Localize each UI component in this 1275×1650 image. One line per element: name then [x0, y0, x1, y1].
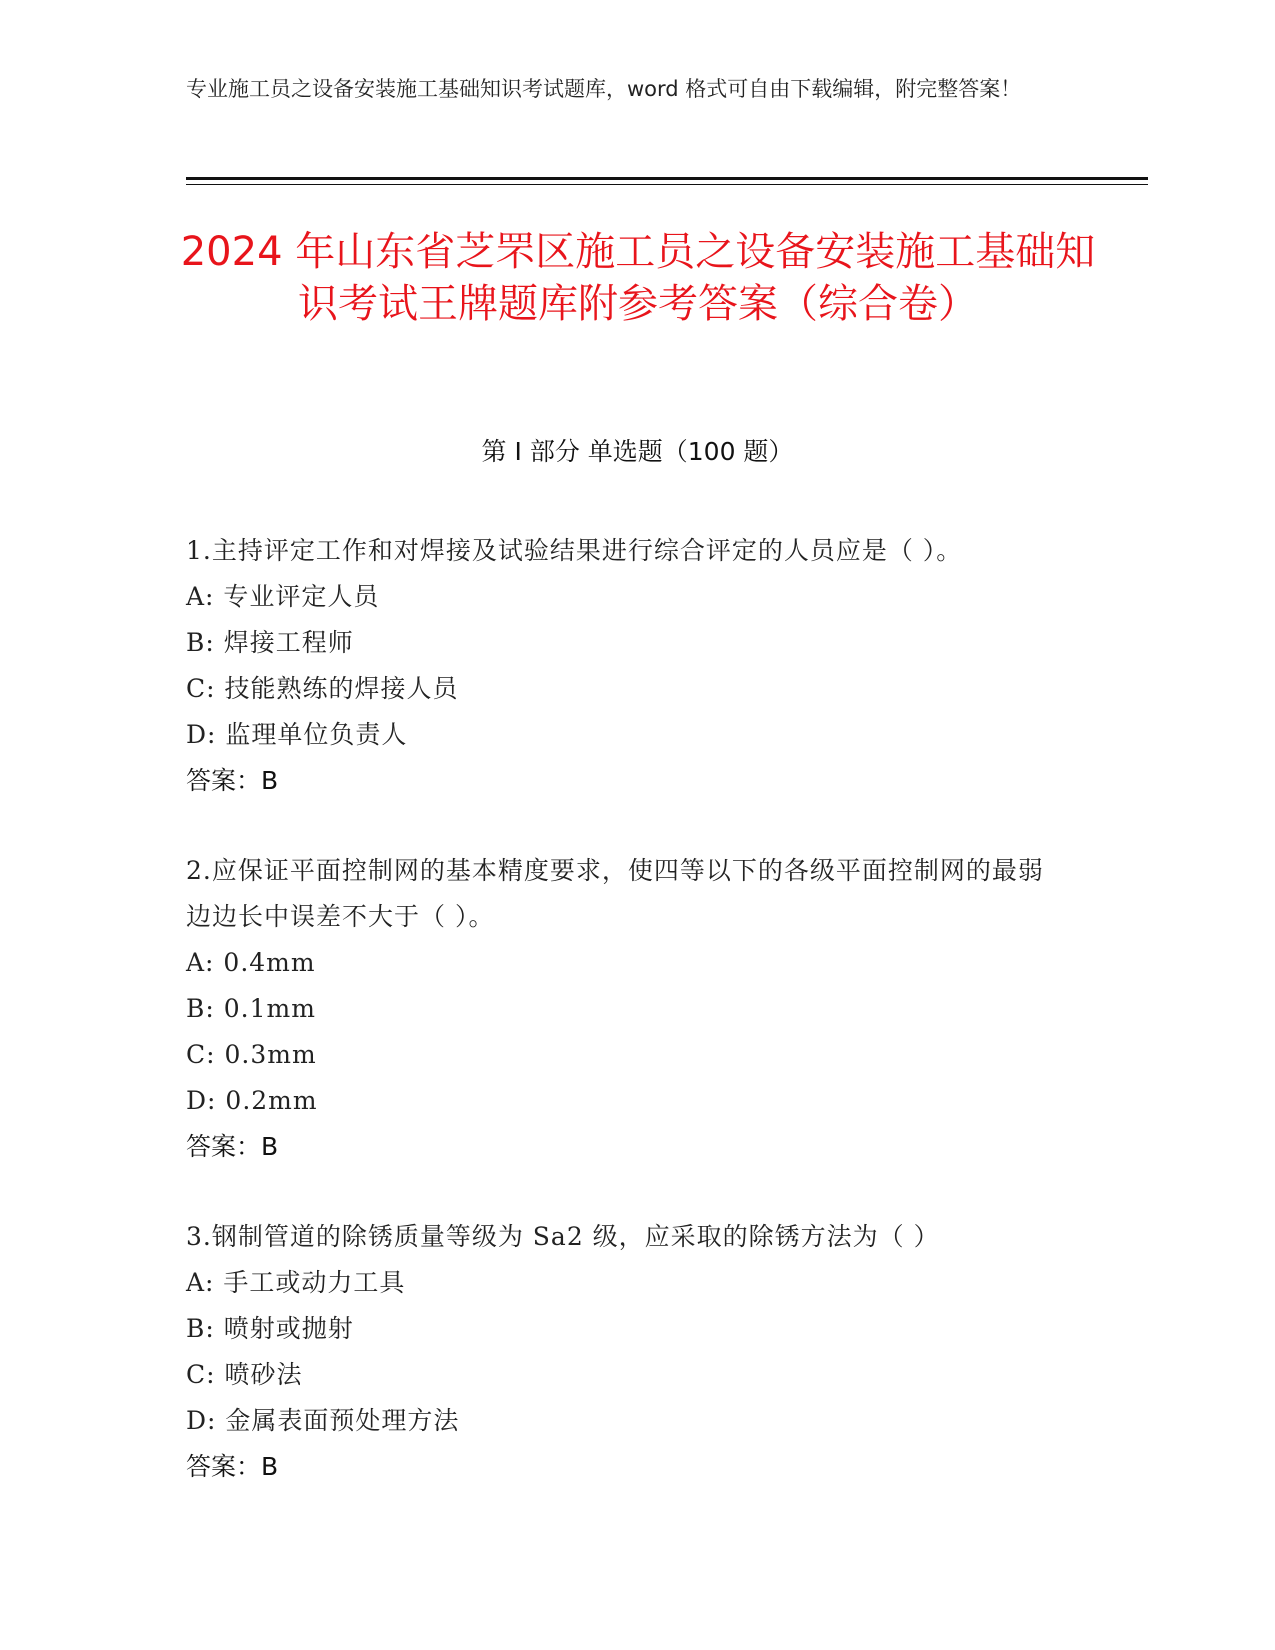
question-stem: 1.主持评定工作和对焊接及试验结果进行综合评定的人员应是（ ）。: [186, 536, 963, 565]
option-d: D: 监理单位负责人: [186, 720, 408, 749]
header-divider-thin: [186, 184, 1148, 185]
question-2: [186, 848, 1066, 1170]
question-3: [186, 1214, 1066, 1490]
question-stem: 3.钢制管道的除锈质量等级为 Sa2 级，应采取的除锈方法为（ ）: [186, 1222, 940, 1251]
option-a: A: 0.4mm: [186, 948, 316, 977]
section-heading: 第 I 部分 单选题（100 题）: [481, 437, 794, 466]
option-a: A: 专业评定人员: [186, 582, 380, 611]
option-d: D: 金属表面预处理方法: [186, 1406, 460, 1435]
option-c: C: 0.3mm: [186, 1040, 317, 1069]
answer: 答案：B: [186, 766, 279, 795]
question-list: [186, 528, 1066, 1534]
header-divider-thick: [186, 177, 1148, 180]
question-stem: 2.应保证平面控制网的基本精度要求，使四等以下的各级平面控制网的最弱边边长中误差不大于（ ）。: [186, 856, 1044, 931]
option-c: C: 喷砂法: [186, 1360, 303, 1389]
option-a: A: 手工或动力工具: [186, 1268, 406, 1297]
answer: 答案：B: [186, 1132, 279, 1161]
option-b: B: 焊接工程师: [186, 628, 354, 657]
option-c: C: 技能熟练的焊接人员: [186, 674, 459, 703]
header-note: 专业施工员之设备安装施工基础知识考试题库，word 格式可自由下载编辑，附完整答案！: [186, 77, 1022, 101]
option-b: B: 0.1mm: [186, 994, 316, 1023]
option-d: D: 0.2mm: [186, 1086, 318, 1115]
document-title: 2024 年山东省芝罘区施工员之设备安装施工基础知识考试王牌题库附参考答案（综合卷）: [180, 229, 1096, 327]
answer: 答案：B: [186, 1452, 279, 1481]
option-b: B: 喷射或抛射: [186, 1314, 354, 1343]
question-1: [186, 528, 1066, 804]
